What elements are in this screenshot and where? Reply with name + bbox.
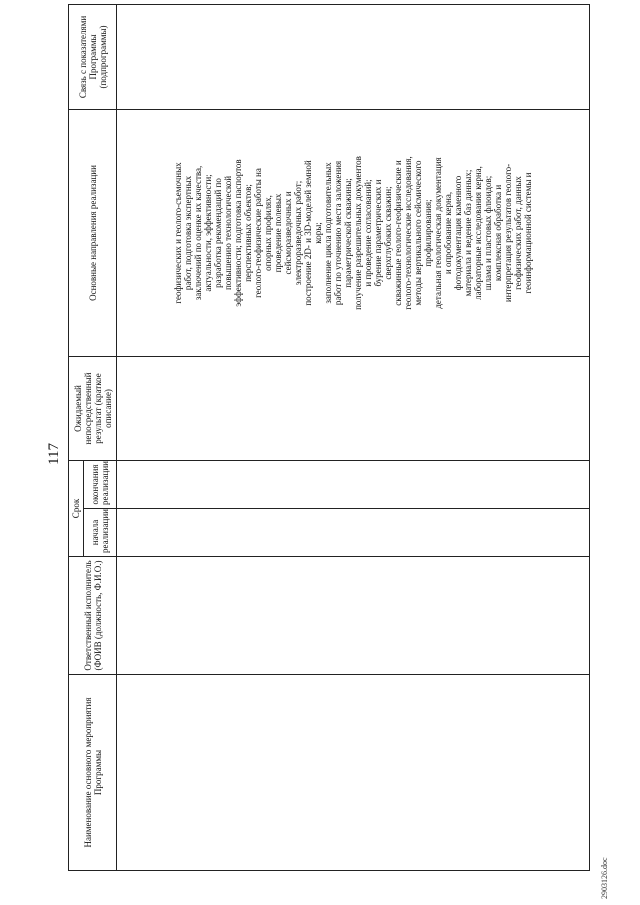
directions-line: материала и ведение баз данных;: [463, 169, 473, 297]
directions-line: интерпретация результатов геолого-: [503, 163, 513, 303]
directions-line: актуальности, эффективности;: [203, 174, 213, 292]
cell-directions: [117, 109, 590, 356]
directions-line: работ по уточнению места заложения: [333, 160, 343, 306]
header-term-start: начала реализации: [84, 509, 117, 557]
directions-line: шлама и пластовых флюидов;: [483, 175, 493, 291]
directions-line: методы вертикального сейсмического: [413, 160, 423, 306]
directions-line: перспективных объектов;: [243, 184, 253, 282]
directions-line: эффективности; подготовка паспортов: [233, 159, 243, 307]
directions-line: получение разрешительных документов: [353, 156, 363, 310]
directions-line: детальная геологическая документация: [433, 157, 443, 309]
directions-line: геоинформационной системы и: [523, 172, 533, 294]
directions-line: сейсморазведочных и: [283, 191, 293, 275]
cell-term-end: [117, 460, 590, 508]
directions-line: и опробование керна,: [443, 191, 453, 275]
page-number: 117: [46, 443, 62, 465]
program-table: [68, 4, 590, 871]
directions-line: повышению технологической: [223, 175, 233, 291]
header-name: Наименование основного мероприятия Программы: [69, 675, 117, 871]
directions-line: и проведение согласований;: [363, 179, 373, 287]
cell-term-start: [117, 509, 590, 557]
directions-line: электроразведочных работ;: [293, 180, 303, 286]
directions-line: бурение параметрических и: [373, 179, 383, 287]
directions-line: опорных профилях,: [263, 195, 273, 271]
directions-line: проведение полевых: [273, 193, 283, 273]
directions-line: сверхглубоких скважин;: [383, 186, 393, 280]
header-directions: Основные направления реализации: [69, 109, 117, 356]
doc-id: 2903126.doc: [600, 857, 609, 899]
cell-link: [117, 4, 590, 109]
directions-line: лабораторные исследования керна,: [473, 166, 483, 300]
directions-line: построение 2D- и 3D-моделей земной: [303, 160, 313, 306]
directions-line: геофизических и геолого-съемочных: [173, 162, 183, 304]
directions-line: скважинные геолого-геофизические и: [393, 160, 403, 306]
directions-line: работ, подготовка экспертных: [183, 175, 193, 291]
directions-line: геолого-геофизические работы на: [253, 168, 263, 298]
header-term-end: окончания реализации: [84, 460, 117, 508]
body-row: [117, 4, 590, 870]
header-term: Срок: [69, 460, 84, 556]
header-executor: Ответственный исполнитель (ФОИВ (должность, Ф.И.О.): [69, 557, 117, 675]
directions-line: заполнение цикла подготовительных: [323, 162, 333, 304]
header-row: [69, 4, 84, 870]
cell-result: [117, 356, 590, 460]
header-result: Ожидаемый непосредственный результат (краткое описание): [69, 356, 117, 460]
directions-line: параметрической скважины;: [343, 178, 353, 288]
directions-line: фотодокументация каменного: [453, 175, 463, 291]
directions-line: геофизических работ, данных: [513, 176, 523, 290]
directions-line: комплексная обработка и: [493, 184, 503, 282]
directions-line: профилирования;: [423, 199, 433, 267]
directions-line: заключений по оценке их качества,: [193, 165, 203, 301]
directions-line: коры;: [313, 222, 323, 244]
directions-line: разработка рекомендаций по: [213, 178, 223, 288]
cell-name: [117, 675, 590, 871]
cell-executor: [117, 557, 590, 675]
directions-line: геолого-технологические исследования,: [403, 156, 413, 310]
header-link: Связь с показателями Программы (подпрограммы): [69, 4, 117, 109]
